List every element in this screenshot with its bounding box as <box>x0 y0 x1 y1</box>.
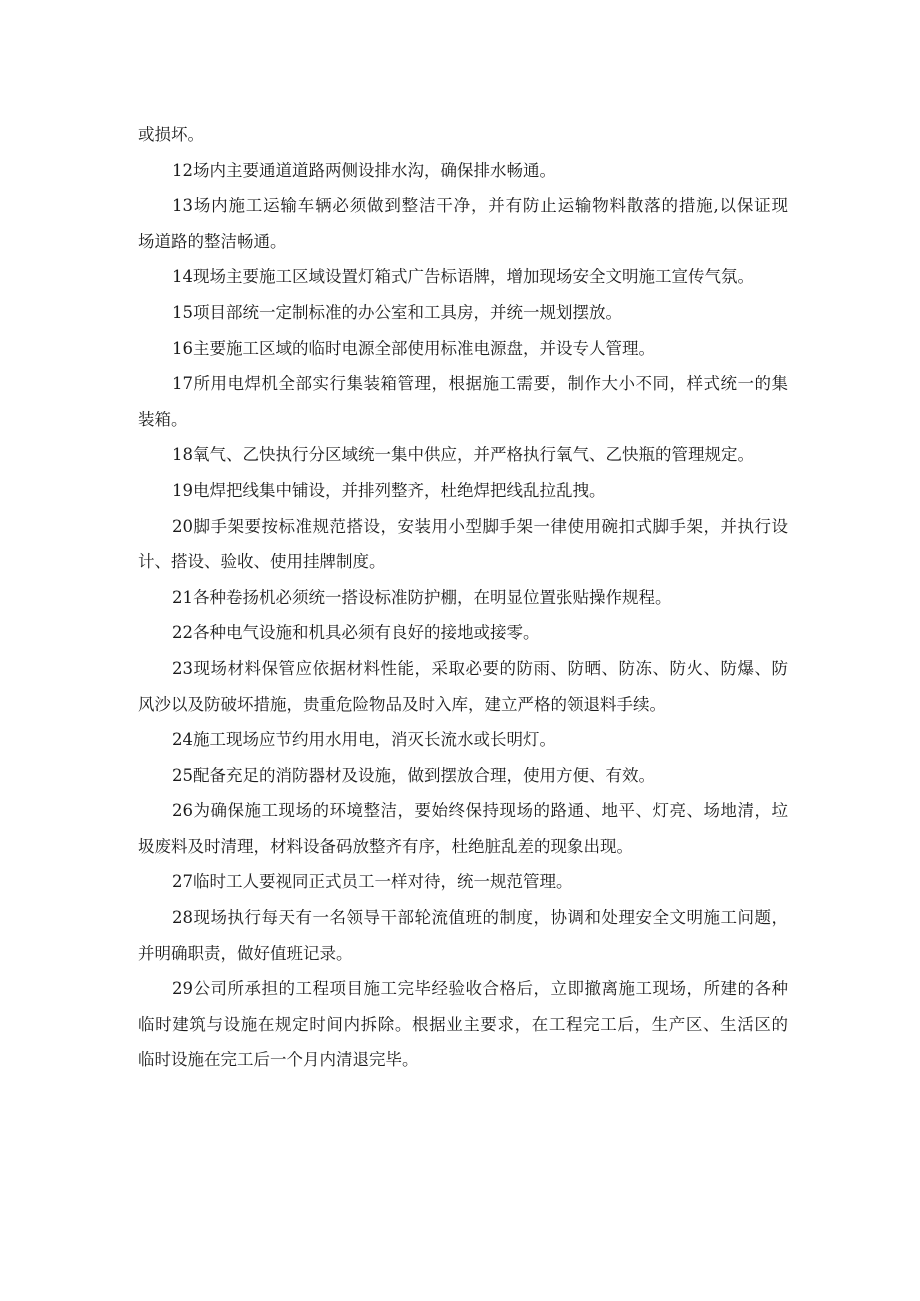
text-line: 并明确职责，做好值班记录。 <box>138 943 353 963</box>
text-line: 19电焊把线集中铺设，并排列整齐，杜绝焊把线乱拉乱拽。 <box>172 480 606 500</box>
text-line: 27临时工人要视同正式员工一样对待，统一规范管理。 <box>172 872 573 892</box>
text-line: 28现场执行每天有一名领导干部轮流值班的制度，协调和处理安全文明施工问题， <box>172 908 788 928</box>
text-line: 26为确保施工现场的环境整洁，要始终保持现场的路通、地平、灯亮、场地清，垃 <box>172 801 788 821</box>
text-line: 或损坏。 <box>138 125 204 144</box>
text-line: 14现场主要施工区域设置灯箱式广告标语牌，增加现场安全文明施工宣传气氛。 <box>172 267 754 287</box>
text-line: 24施工现场应节约用水用电，消灭长流水或长明灯。 <box>172 730 556 750</box>
text-line: 29公司所承担的工程项目施工完毕经验收合格后，立即撤离施工现场，所建的各种 <box>172 979 788 999</box>
text-line: 12场内主要通道道路两侧设排水沟，确保排水畅通。 <box>172 160 556 180</box>
text-line: 风沙以及防破坏措施，贵重危险物品及时入库，建立严格的领退料手续。 <box>138 694 666 714</box>
text-line: 15项目部统一定制标准的办公室和工具房，并统一规划摆放。 <box>172 302 622 322</box>
text-line: 16主要施工区域的临时电源全部使用标准电源盘，并设专人管理。 <box>172 338 655 358</box>
text-line: 计、搭设、验收、使用挂牌制度。 <box>138 552 386 572</box>
text-line: 装箱。 <box>138 409 188 429</box>
text-line: 20脚手架要按标准规范搭设，安装用小型脚手架一律使用碗扣式脚手架，并执行设 <box>172 516 788 536</box>
text-line: 17所用电焊机全部实行集装箱管理，根据施工需要，制作大小不同，样式统一的集 <box>172 374 788 394</box>
text-line: 22各种电气设施和机具必须有良好的接地或接零。 <box>172 623 540 643</box>
text-line: 21各种卷扬机必须统一搭设标准防护棚，在明显位置张贴操作规程。 <box>172 587 672 607</box>
document-body <box>138 117 788 1078</box>
text-line: 临时建筑与设施在规定时间内拆除。根据业主要求，在工程完工后，生产区、生活区的 <box>138 1014 788 1034</box>
text-line: 18氧气、乙快执行分区域统一集中供应，并严格执行氧气、乙快瓶的管理规定。 <box>172 445 754 465</box>
text-line: 临时设施在完工后一个月内清退完毕。 <box>138 1050 419 1070</box>
text-line: 圾废料及时清理，材料设备码放整齐有序，杜绝脏乱差的现象出现。 <box>138 836 633 856</box>
text-line: 25配备充足的消防器材及设施，做到摆放合理，使用方便、有效。 <box>172 765 655 785</box>
text-line: 场道路的整洁畅通。 <box>138 231 287 251</box>
text-line: 13场内施工运输车辆必须做到整洁干净，并有防止运输物料散落的措施,以保证现 <box>172 196 788 216</box>
text-line: 23现场材料保管应依据材料性能，采取必要的防雨、防晒、防冻、防火、防爆、防 <box>172 658 788 678</box>
